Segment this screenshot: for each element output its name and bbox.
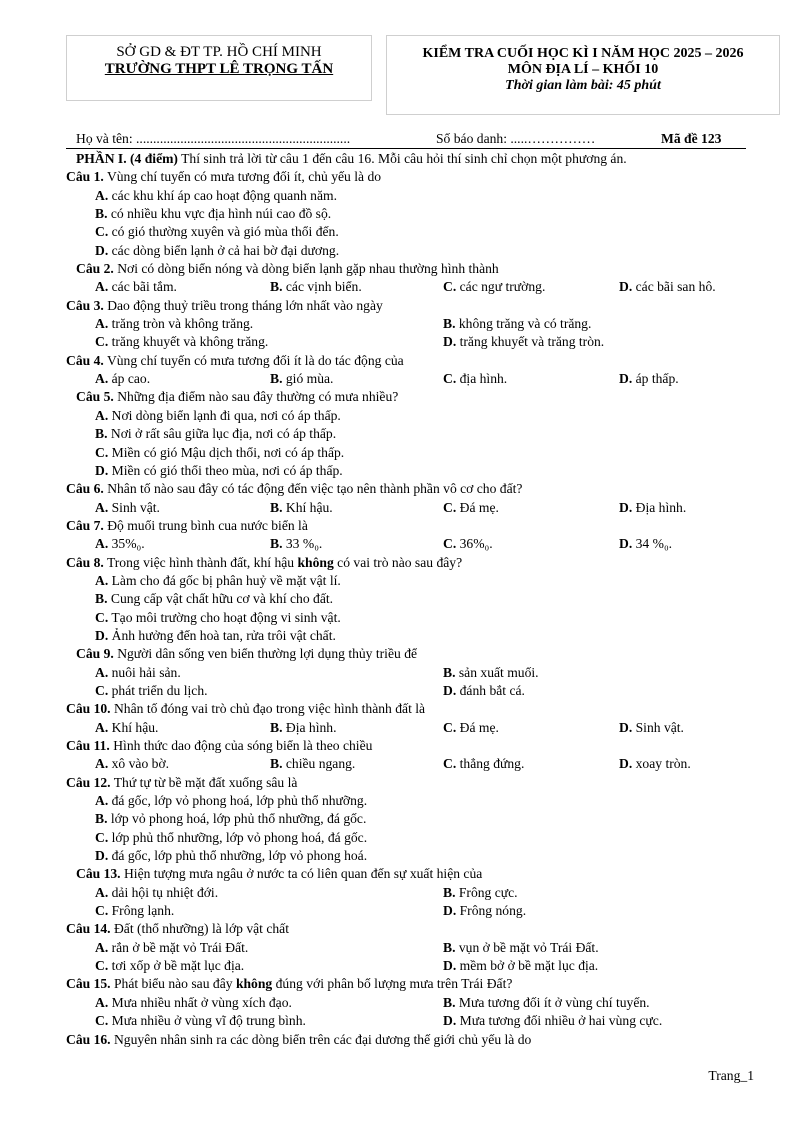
answer-option [443, 884, 518, 902]
option-row [66, 499, 766, 517]
question-stem [66, 920, 766, 938]
option-letter: A. [95, 664, 109, 680]
answer-option [443, 682, 525, 700]
student-name-field: Họ và tên: ............................................................... [76, 131, 351, 146]
option-row [66, 810, 766, 828]
answer-option [95, 755, 169, 773]
option-letter: C. [95, 609, 109, 625]
option-text: các bãi tắm. [111, 279, 177, 295]
option-row [66, 333, 766, 351]
header-divider [66, 148, 746, 149]
answer-option [95, 664, 181, 682]
option-text: 36%₀. [459, 536, 493, 552]
option-letter: D. [443, 903, 457, 919]
option-row [66, 462, 766, 480]
answer-option [443, 278, 545, 296]
answer-option [619, 370, 679, 388]
option-letter: B. [270, 536, 283, 552]
option-letter: C. [95, 958, 109, 974]
question-stem [66, 260, 766, 278]
question-text: Trong việc hình thành đất, khí hậu [106, 554, 298, 570]
answer-option [95, 572, 341, 590]
answer-option [95, 957, 244, 975]
question-number: Câu 16. [66, 1031, 111, 1047]
option-row [66, 957, 766, 975]
option-letter: C. [95, 682, 109, 698]
option-row [66, 682, 766, 700]
answer-option [443, 664, 539, 682]
answer-option [95, 223, 339, 241]
part-points: (4 điểm) [130, 151, 178, 166]
option-text: mềm bở ở bề mặt lục địa. [459, 958, 599, 974]
option-text: nuôi hải sản. [111, 664, 181, 680]
answer-option [443, 315, 591, 333]
option-letter: C. [443, 279, 457, 295]
option-text: rắn ở bề mặt vỏ Trái Đất. [111, 939, 249, 955]
option-letter: B. [270, 756, 283, 772]
option-letter: C. [95, 903, 109, 919]
question-stem [66, 774, 766, 792]
answer-option [95, 278, 177, 296]
question-text: Nhân tố đóng vai trò chủ đạo trong việc hình thành đất là [113, 701, 426, 717]
option-letter: C. [443, 499, 457, 515]
option-text: áp cao. [111, 371, 151, 387]
option-letter: B. [443, 884, 456, 900]
option-letter: A. [95, 719, 109, 735]
option-row [66, 902, 766, 920]
option-text: xô vào bờ. [111, 756, 170, 772]
option-text: Frông lạnh. [111, 903, 175, 919]
question-list [66, 150, 766, 1049]
option-text: Frông nóng. [459, 903, 527, 919]
answer-option [95, 462, 343, 480]
answer-option [443, 957, 598, 975]
option-row [66, 994, 766, 1012]
answer-option [95, 590, 333, 608]
answer-option [95, 242, 339, 260]
option-letter: D. [443, 334, 457, 350]
student-id-field: Số báo danh: .....…………… [436, 131, 596, 146]
option-row [66, 1012, 766, 1030]
answer-option [95, 829, 367, 847]
option-text: phát triển du lịch. [111, 682, 208, 698]
option-letter: B. [443, 994, 456, 1010]
question-stem [66, 975, 766, 993]
option-letter: B. [270, 279, 283, 295]
question-number: Câu 5. [76, 389, 114, 405]
answer-option [95, 719, 158, 737]
option-text: địa hình. [459, 371, 508, 387]
question-text: có vai trò nào sau đây? [333, 554, 463, 570]
option-text: các khu khí áp cao hoạt động quanh năm. [111, 187, 337, 203]
option-letter: D. [95, 627, 109, 643]
answer-option [95, 315, 253, 333]
option-text: trăng tròn và không trăng. [111, 316, 254, 332]
option-letter: B. [443, 316, 456, 332]
option-letter: A. [95, 793, 109, 809]
option-row [66, 223, 766, 241]
question-number: Câu 10. [66, 701, 111, 717]
part-label: PHẦN I. [76, 151, 127, 166]
question-number: Câu 7. [66, 517, 104, 533]
exam-duration: Thời gian làm bài: 45 phút [505, 78, 661, 93]
school-header-box [66, 35, 372, 101]
answer-option [95, 939, 248, 957]
option-letter: C. [95, 334, 109, 350]
answer-option [95, 682, 208, 700]
question-text: Nguyên nhân sinh ra các dòng biển trên các đại dương thế giới chủ yếu là do [113, 1031, 532, 1047]
answer-option [619, 499, 686, 517]
option-letter: C. [95, 829, 109, 845]
answer-option [270, 278, 362, 296]
option-letter: C. [443, 756, 457, 772]
answer-option [95, 810, 366, 828]
option-letter: A. [95, 994, 109, 1010]
answer-option [95, 499, 160, 517]
option-text: các vịnh biển. [285, 279, 362, 295]
option-text: Mưa tương đối ít ở vùng chí tuyến. [458, 994, 650, 1010]
answer-option [443, 755, 524, 773]
option-letter: A. [95, 371, 109, 387]
option-row [66, 939, 766, 957]
option-text: Địa hình. [635, 499, 687, 515]
answer-option [443, 719, 499, 737]
option-row [66, 829, 766, 847]
option-row [66, 407, 766, 425]
answer-option [95, 847, 367, 865]
option-text: Sinh vật. [111, 499, 160, 515]
question-stem [66, 517, 766, 535]
option-text: Miền có gió Mậu dịch thổi, nơi có áp thấp. [111, 444, 345, 460]
question-text: Nơi có dòng biển nóng và dòng biển lạnh gặp nhau thường hình thành [117, 261, 499, 277]
option-text: Mưa tương đối nhiều ở hai vùng cực. [459, 1013, 663, 1029]
question-stem [66, 297, 766, 315]
question-text: Những địa điểm nào sau đây thường có mưa nhiều? [117, 389, 399, 405]
question-number: Câu 14. [66, 921, 111, 937]
option-text: các ngư trường. [459, 279, 546, 295]
option-letter: A. [95, 572, 109, 588]
option-text: có nhiều khu vực địa hình núi cao đồ sộ. [110, 206, 332, 222]
option-text: Địa hình. [285, 719, 337, 735]
part-instruction [66, 150, 766, 168]
option-row [66, 664, 766, 682]
option-text: áp thấp. [635, 371, 679, 387]
question-text: Vùng chí tuyến có mưa tương đối ít, chủ yếu là do [106, 169, 382, 185]
option-text: Sinh vật. [635, 719, 684, 735]
question-text: Hình thức dao động của sóng biển là theo chiều [113, 738, 373, 753]
option-text: Nơi ở rất sâu giữa lục địa, nơi có áp thấp. [110, 426, 337, 442]
option-row [66, 535, 766, 553]
school-name: TRƯỜNG THPT LÊ TRỌNG TẤN [104, 61, 334, 77]
question-stem [66, 700, 766, 718]
option-text: lớp vỏ phong hoá, lớp phủ thổ nhưỡng, đá gốc. [110, 811, 367, 827]
option-text: Ảnh hưởng đến hoà tan, rửa trôi vật chất. [111, 627, 336, 643]
option-text: Đá mẹ. [459, 719, 499, 735]
question-text: Dao động thuỷ triều trong tháng lớn nhất vào ngày [107, 297, 383, 313]
answer-option [619, 535, 672, 553]
option-letter: D. [443, 1013, 457, 1029]
option-letter: B. [95, 206, 108, 222]
question-stem [66, 1031, 766, 1049]
option-letter: C. [443, 719, 457, 735]
option-text: không trăng và có trăng. [458, 316, 592, 332]
option-row [66, 847, 766, 865]
option-text: Cung cấp vật chất hữu cơ và khí cho đất. [110, 591, 334, 607]
option-text: có gió thường xuyên và gió mùa thổi đến. [111, 224, 339, 240]
question-number: Câu 4. [66, 352, 104, 368]
option-row [66, 315, 766, 333]
option-text: lớp phủ thổ nhưỡng, lớp vỏ phong hoá, đá gốc. [111, 829, 368, 845]
option-text: vụn ở bề mặt vỏ Trái Đất. [458, 939, 599, 955]
answer-option [95, 627, 336, 645]
answer-option [95, 902, 174, 920]
answer-option [619, 755, 691, 773]
answer-option [95, 370, 150, 388]
option-text: dải hội tụ nhiệt đới. [111, 884, 219, 900]
option-text: đá gốc, lớp phủ thổ nhưỡng, lớp vỏ phong hoá. [111, 848, 368, 864]
option-letter: D. [619, 536, 633, 552]
option-row [66, 370, 766, 388]
option-letter: D. [619, 371, 633, 387]
option-row [66, 792, 766, 810]
option-letter: C. [443, 536, 457, 552]
option-row [66, 278, 766, 296]
option-letter: A. [95, 939, 109, 955]
answer-option [95, 1012, 306, 1030]
option-text: trăng khuyết và không trăng. [111, 334, 269, 350]
answer-option [270, 370, 333, 388]
option-letter: B. [95, 426, 108, 442]
option-text: sản xuất muối. [458, 664, 539, 680]
option-letter: C. [95, 444, 109, 460]
department-name: SỞ GD & ĐT TP. HỒ CHÍ MINH [116, 44, 322, 60]
question-stem [66, 352, 766, 370]
option-letter: D. [619, 279, 633, 295]
option-letter: D. [95, 462, 109, 478]
exam-title: KIỂM TRA CUỐI HỌC KÌ I NĂM HỌC 2025 – 2026 [422, 46, 744, 61]
question-text: đúng với phân bố lượng mưa trên Trái Đất? [272, 976, 513, 992]
option-text: đánh bắt cá. [459, 682, 525, 698]
option-text: trăng khuyết và trăng tròn. [459, 334, 605, 350]
option-letter: A. [95, 756, 109, 772]
question-number: Câu 15. [66, 976, 111, 992]
exam-code: Mã đề 123 [661, 131, 722, 146]
question-emphasis: không [297, 554, 334, 570]
option-row [66, 425, 766, 443]
part-instruction-text: Thí sinh trả lời từ câu 1 đến câu 16. Mỗi câu hỏi thí sinh chỉ chọn một phương án. [181, 151, 627, 166]
option-row [66, 572, 766, 590]
option-letter: D. [619, 499, 633, 515]
option-row [66, 590, 766, 608]
option-letter: B. [95, 811, 108, 827]
option-letter: A. [95, 536, 109, 552]
option-row [66, 609, 766, 627]
answer-option [443, 370, 507, 388]
option-text: Tạo môi trường cho hoạt động vi sinh vật. [111, 609, 341, 625]
question-stem [66, 737, 766, 755]
answer-option [95, 609, 341, 627]
answer-option [95, 407, 341, 425]
option-text: Khí hậu. [285, 499, 333, 515]
answer-option [270, 719, 336, 737]
option-letter: A. [95, 499, 109, 515]
answer-option [270, 499, 333, 517]
question-text: Phát biểu nào sau đây [113, 976, 236, 992]
option-text: 35%₀. [111, 536, 145, 552]
option-letter: A. [95, 407, 109, 423]
option-text: chiều ngang. [285, 756, 356, 772]
option-letter: B. [270, 499, 283, 515]
answer-option [95, 187, 337, 205]
question-number: Câu 2. [76, 261, 114, 277]
question-text: Độ muối trung bình cua nước biển là [107, 517, 308, 533]
option-row [66, 444, 766, 462]
option-letter: B. [443, 664, 456, 680]
question-number: Câu 1. [66, 169, 104, 185]
answer-option [443, 535, 493, 553]
option-letter: C. [443, 371, 457, 387]
option-text: các bãi san hô. [635, 279, 716, 295]
option-row [66, 627, 766, 645]
question-text: Vùng chí tuyến có mưa tương đối ít là do tác động của [106, 352, 404, 368]
answer-option [95, 205, 331, 223]
question-number: Câu 6. [66, 481, 104, 497]
answer-option [443, 939, 599, 957]
answer-option [443, 333, 604, 351]
option-letter: C. [95, 1013, 109, 1029]
question-emphasis: không [235, 976, 273, 992]
question-text: Đất (thổ nhưỡng) là lớp vật chất [113, 921, 289, 937]
page-number: Trang_1 [708, 1068, 754, 1083]
option-letter: D. [619, 756, 633, 772]
option-letter: A. [95, 884, 109, 900]
option-text: tơi xốp ở bề mặt lục địa. [111, 958, 245, 974]
option-letter: D. [443, 958, 457, 974]
option-text: Đá mẹ. [459, 499, 499, 515]
answer-option [270, 535, 322, 553]
option-letter: D. [95, 242, 109, 258]
answer-option [95, 444, 344, 462]
answer-option [95, 333, 268, 351]
option-letter: D. [95, 848, 109, 864]
option-letter: B. [270, 719, 283, 735]
option-row [66, 719, 766, 737]
question-text: Hiện tượng mưa ngâu ở nước ta có liên quan đến sự xuất hiện của [123, 866, 483, 882]
option-text: 33 %₀. [285, 536, 323, 552]
question-text: Nhân tố nào sau đây có tác động đến việc tạo nên thành phần vô cơ cho đất? [107, 481, 523, 497]
answer-option [95, 535, 145, 553]
option-letter: C. [95, 224, 109, 240]
option-letter: B. [95, 591, 108, 607]
answer-option [95, 994, 292, 1012]
option-letter: A. [95, 279, 109, 295]
option-letter: B. [270, 371, 283, 387]
question-stem [66, 554, 766, 572]
question-stem [66, 480, 766, 498]
option-text: thẳng đứng. [459, 756, 525, 772]
question-text: Người dân sống ven biển thường lợi dụng thủy triều để [117, 646, 418, 662]
option-text: Mưa nhiều ở vùng vĩ độ trung bình. [111, 1013, 306, 1029]
option-text: 34 %₀. [635, 536, 673, 552]
question-number: Câu 3. [66, 297, 104, 313]
option-text: các dòng biển lạnh ở cả hai bờ đại dương. [111, 242, 340, 258]
option-letter: D. [619, 719, 633, 735]
option-row [66, 755, 766, 773]
question-stem [66, 168, 766, 186]
option-letter: A. [95, 316, 109, 332]
exam-header-box [386, 35, 780, 115]
option-text: Frông cực. [458, 884, 518, 900]
question-number: Câu 11. [66, 738, 110, 753]
option-text: xoay tròn. [635, 756, 691, 772]
answer-option [443, 1012, 662, 1030]
option-text: Miền có gió thổi theo mùa, nơi có áp thấp. [111, 462, 343, 478]
answer-option [443, 994, 650, 1012]
answer-option [619, 719, 684, 737]
question-stem [66, 865, 766, 883]
answer-option [270, 755, 355, 773]
option-row [66, 884, 766, 902]
answer-option [95, 792, 367, 810]
option-text: Nơi dòng biển lạnh đi qua, nơi có áp thấp. [111, 407, 341, 423]
subject-title: MÔN ĐỊA LÍ – KHỐI 10 [507, 62, 659, 77]
question-stem [66, 388, 766, 406]
question-number: Câu 12. [66, 774, 111, 790]
option-letter: B. [443, 939, 456, 955]
option-text: gió mùa. [285, 371, 334, 387]
question-number: Câu 13. [76, 866, 121, 882]
option-text: Mưa nhiều nhất ở vùng xích đạo. [111, 994, 292, 1010]
answer-option [443, 902, 526, 920]
option-row [66, 187, 766, 205]
option-row [66, 242, 766, 260]
answer-option [619, 278, 716, 296]
option-letter: D. [443, 682, 457, 698]
option-letter: A. [95, 187, 109, 203]
answer-option [95, 425, 336, 443]
question-number: Câu 8. [66, 554, 104, 570]
option-text: Khí hậu. [111, 719, 159, 735]
answer-option [95, 884, 218, 902]
question-stem [66, 645, 766, 663]
answer-option [443, 499, 499, 517]
option-row [66, 205, 766, 223]
option-text: đá gốc, lớp vỏ phong hoá, lớp phủ thổ nhưỡng. [111, 793, 368, 809]
question-number: Câu 9. [76, 646, 114, 662]
question-text: Thứ tự từ bề mặt đất xuống sâu là [113, 774, 298, 790]
option-text: Làm cho đá gốc bị phân huỷ về mặt vật lí. [111, 572, 341, 588]
